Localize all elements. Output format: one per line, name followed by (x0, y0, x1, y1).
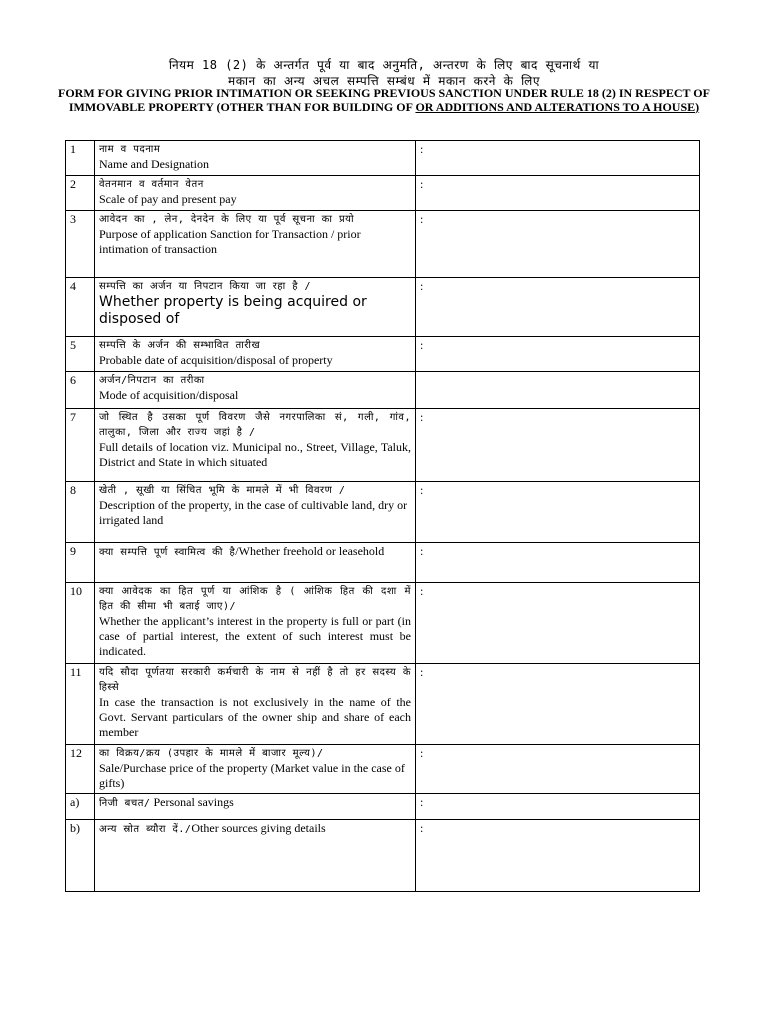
row-hindi-label: नाम व पदनाम (99, 144, 161, 155)
table-row (66, 409, 700, 482)
row-value-field[interactable]: : (416, 583, 700, 664)
row-hindi-label: क्या सम्पत्ति पूर्ण स्वामित्व की है (99, 547, 236, 558)
row-english-label: Personal savings (153, 795, 234, 809)
row-value-field[interactable]: : (416, 278, 700, 337)
hindi-title-line-2: मकान का अन्य अचल सम्पत्ति सम्बंध में मकान करने के लिए (228, 74, 540, 88)
row-description (95, 820, 416, 892)
row-value-field[interactable]: : (416, 482, 700, 543)
row-number: 7 (66, 409, 95, 482)
row-description (95, 372, 416, 409)
row-hindi-label: अन्य स्रोत ब्यौरा दें./ (99, 824, 192, 835)
row-description (95, 664, 416, 745)
row-number: 1 (66, 141, 95, 176)
row-number: 4 (66, 278, 95, 337)
row-description (95, 543, 416, 583)
form-title (50, 87, 718, 114)
table-row (66, 745, 700, 794)
row-hindi-label: सम्पत्ति के अर्जन की सम्भावित तारीख (99, 340, 261, 351)
row-english-label: Description of the property, in the case of cultivable land, dry or irrigated land (99, 498, 408, 527)
row-english-label: In case the transaction is not exclusively in the name of the Govt. Servant particulars of the owner ship and share of each member (99, 695, 411, 739)
row-value-field[interactable]: : (416, 794, 700, 820)
row-number: 11 (66, 664, 95, 745)
row-english-label: Probable date of acquisition/disposal of property (99, 353, 333, 367)
table-row (66, 372, 700, 409)
row-hindi-label: जो स्थित है उसका पूर्ण विवरण जैसे नगरपालिका सं, गली, गांव, तालुका, जिला और राज्य जहां है / (99, 412, 411, 438)
hindi-title-line-1: नियम 18 (2) के अन्तर्गत पूर्व या बाद अनुमति, अन्तरण के लिए बाद सूचनार्थ या (168, 58, 600, 72)
table-row (66, 141, 700, 176)
row-english-label: Mode of acquisition/disposal (99, 388, 239, 402)
row-hindi-label: क्या आवेदक का हित पूर्ण या आंशिक है ( आंशिक हित की दशा में हित की सीमा भी बताई जाए)/ (99, 586, 411, 612)
table-row (66, 211, 700, 278)
row-number: 5 (66, 337, 95, 372)
row-description (95, 409, 416, 482)
table-row (66, 583, 700, 664)
row-value-field[interactable]: : (416, 176, 700, 211)
row-description (95, 583, 416, 664)
row-number: 9 (66, 543, 95, 583)
row-number: 2 (66, 176, 95, 211)
row-english-label: Whether the applicant’s interest in the property is full or part (in case of partial interest, the extent of such interest must be indicated. (99, 614, 411, 658)
row-description (95, 278, 416, 337)
row-hindi-label: निजी बचत/ (99, 798, 151, 809)
table-row (66, 664, 700, 745)
row-value-field[interactable]: : (416, 543, 700, 583)
row-hindi-label: यदि सौदा पूर्णतया सरकारी कर्मचारी के नाम से नहीं है तो हर सदस्य के हिस्से (99, 667, 411, 693)
row-value-field[interactable]: : (416, 820, 700, 892)
row-value-field[interactable]: : (416, 211, 700, 278)
table-row (66, 278, 700, 337)
row-english-label: Full details of location viz. Municipal no., Street, Village, Taluk, District and State in which situated (99, 440, 411, 469)
row-description (95, 794, 416, 820)
row-number: 10 (66, 583, 95, 664)
row-value-field[interactable]: : (416, 141, 700, 176)
row-value-field[interactable]: : (416, 409, 700, 482)
row-value-field[interactable] (416, 372, 700, 409)
form-table (65, 140, 700, 892)
row-description (95, 745, 416, 794)
row-value-field[interactable]: : (416, 745, 700, 794)
row-number: 3 (66, 211, 95, 278)
row-number: 8 (66, 482, 95, 543)
row-hindi-label: खेती , सूखी या सिंचित भूमि के मामले में भी विवरण / (99, 485, 346, 496)
row-hindi-label: का विक्रय/क्रय (उपहार के मामले में बाजार मूल्य)/ (99, 748, 324, 759)
row-hindi-label: अर्जन/निपटान का तरीका (99, 375, 205, 386)
table-row (66, 482, 700, 543)
row-description (95, 176, 416, 211)
row-description (95, 141, 416, 176)
row-description (95, 482, 416, 543)
row-english-label: Other sources giving details (191, 821, 326, 835)
row-english-label: Sale/Purchase price of the property (Market value in the case of gifts) (99, 761, 405, 790)
row-hindi-label: आवेदन का , लेन, देनदेन के लिए या पूर्व सूचना का प्रयो (99, 214, 355, 225)
form-title-underlined: OR ADDITIONS AND ALTERATIONS TO A HOUSE) (415, 99, 700, 114)
row-value-field[interactable]: : (416, 664, 700, 745)
row-number: a) (66, 794, 95, 820)
table-row (66, 176, 700, 211)
row-english-label: Whether property is being acquired or disposed of (99, 294, 367, 327)
row-number: 12 (66, 745, 95, 794)
form-title-main: FORM FOR GIVING PRIOR INTIMATION OR SEEKING PREVIOUS SANCTION UNDER RULE 18 (2) IN RESPECT OF IMMOVABLE PROPERTY (OTHER THAN FOR BUILDING OF (58, 86, 710, 114)
row-hindi-label: सम्पत्ति का अर्जन या निपटान किया जा रहा है / (99, 281, 312, 292)
table-row (66, 543, 700, 583)
row-hindi-label: वेतनमान व वर्तमान वेतन (99, 179, 204, 190)
row-english-label: /Whether freehold or leasehold (235, 544, 385, 558)
table-row (66, 820, 700, 892)
row-english-label: Name and Designation (99, 157, 209, 171)
row-description (95, 211, 416, 278)
row-value-field[interactable]: : (416, 337, 700, 372)
row-english-label: Scale of pay and present pay (99, 192, 237, 206)
row-number: 6 (66, 372, 95, 409)
row-number: b) (66, 820, 95, 892)
row-english-label: Purpose of application Sanction for Transaction / prior intimation of transaction (99, 227, 361, 256)
table-row (66, 794, 700, 820)
table-row (66, 337, 700, 372)
row-description (95, 337, 416, 372)
